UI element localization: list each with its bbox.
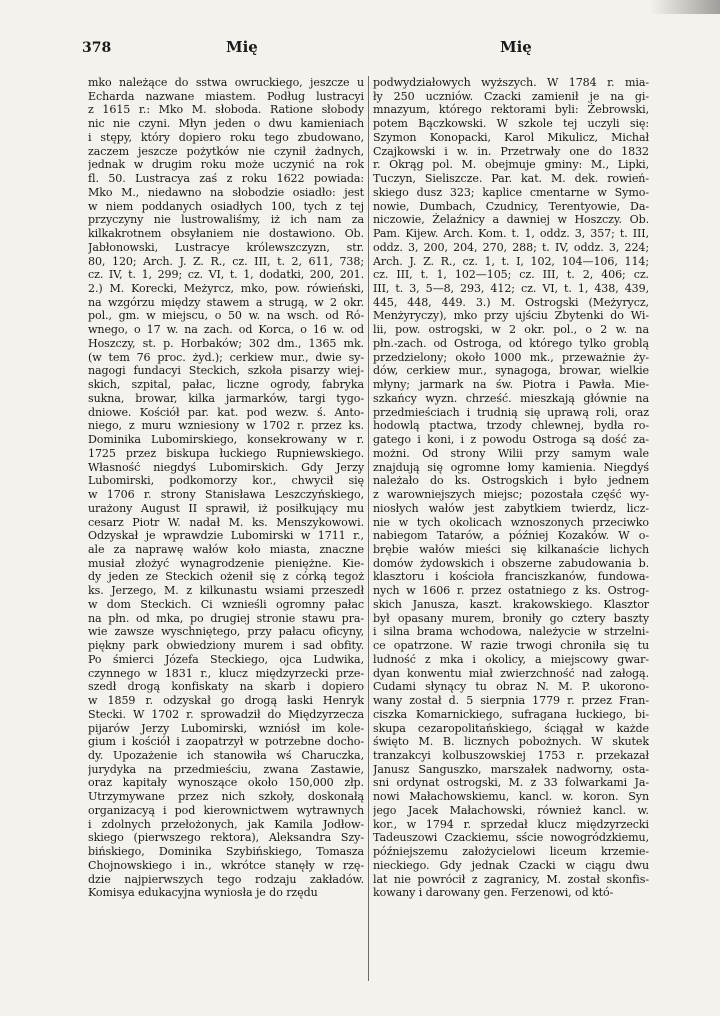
text-line: Tuczyn, Sieliszcze. Par. kat. M. dek. rowień- — [373, 172, 649, 186]
text-line: wie zawsze wyschniętego, przy pałacu oficyny, — [88, 625, 364, 639]
text-line: szkańcy wyzn. chrześć. mieszkają głównie na — [373, 391, 649, 405]
text-line: Po śmierci Józefa Steckiego, ojca Ludwika, — [88, 652, 364, 666]
page-number: 378 — [82, 40, 112, 56]
text-line: ale za naprawę wałów koło miasta, znaczne — [88, 542, 364, 556]
text-line: Utrzymywane przez nich szkoły, doskonałą — [88, 790, 364, 804]
text-line: sukna, browar, kilka jarmarków, targi tygo- — [88, 391, 364, 405]
text-line: Cudami słynący tu obraz N. M. P. ukorono- — [373, 680, 649, 694]
text-line: klasztoru i kościoła franciszkanów, fundowa- — [373, 570, 649, 584]
text-line: cz. III, t. 1, 102—105; cz. III, t. 2, 406; cz. — [373, 268, 649, 282]
text-line: kowany i darowany gen. Ferzenowi, od któ- — [373, 886, 614, 900]
text-line: urażony August II sprawił, iż posiłkujący mu — [88, 501, 364, 515]
running-head-left: Mię — [226, 38, 258, 56]
text-line: gium i kościół i zaopatrzył w potrzebne docho- — [88, 735, 364, 749]
text-line: potem Bączkowski. W szkole tej uczyli się: — [373, 117, 649, 131]
text-line: czynnego w 1831 r., klucz międzyrzecki prze- — [88, 666, 364, 680]
text-line: ce opatrzone. W razie trwogi chroniła się tu — [373, 639, 649, 653]
text-line: był opasany murem, broniły go cztery baszty — [373, 611, 649, 625]
text-line: III, t. 3, 5—8, 293, 412; cz. VI, t. 1, 438, 439, — [373, 282, 649, 296]
text-line: skich, szpital, pałac, liczne ogrody, fabryka — [88, 378, 364, 392]
text-line: domów żydowskich i obszerne zabudowania b. — [373, 556, 649, 570]
text-line: skiego (pierwszego rektora), Aleksandra Szy- — [88, 831, 364, 845]
text-line: hodowlą ptactwa, trzody chlewnej, bydła ro- — [373, 419, 649, 433]
text-line: Menżyryczy), mko przy ujściu Zbytenki do Wi- — [373, 309, 649, 323]
text-line: nic nie czyni. Młyn jeden o dwu kamieniach — [88, 117, 364, 131]
text-line: możni. Od strony Wilii przy samym wale — [373, 446, 649, 460]
text-line: Lubomirski, podkomorzy kor., chwycił się — [88, 474, 364, 488]
text-line: niosłych wałów jest zabytkiem twierdz, licz- — [373, 501, 649, 515]
text-line: przyczyny nie lustrowaliśmy, iż ich nam za — [88, 213, 364, 227]
page-header — [82, 36, 682, 62]
text-line: nowie, Dumbach, Czudnicy, Terentyowie, Da- — [373, 199, 649, 213]
text-line: tranzakcyi kolbuszowskiej 1753 r. przekazał — [373, 748, 649, 762]
text-line: organizacyą i pod kierownictwem wytrawnych — [88, 803, 364, 817]
running-head-right: Mię — [500, 38, 532, 56]
text-line: w 1706 r. strony Stanisława Leszczyńskiego, — [88, 488, 364, 502]
text-line: jego Jacek Małachowski, również kancl. w. — [373, 803, 649, 817]
text-line: oddz. 3, 200, 204, 270, 288; t. IV, oddz. 3, 224; — [373, 240, 649, 254]
text-line: cz. IV, t. 1, 299; cz. VI, t. 1, dodatki, 200, 201. — [88, 268, 364, 282]
text-line: skich Janusza, kaszt. krakowskiego. Klasztor — [373, 597, 649, 611]
text-line: Dominika Lubomirskiego, konsekrowany w r. — [88, 433, 364, 447]
text-line: piękny park obwiedziony murem i sad obfity. — [88, 639, 364, 653]
text-line: przedmieściach i trudnią się uprawą roli, oraz — [373, 405, 649, 419]
text-line: Mko M., niedawno na słobodzie osiadło: jest — [88, 185, 364, 199]
text-line: sni ordynat ostrogski, M. z 33 folwarkami Ja- — [373, 776, 649, 790]
text-line: dy jeden ze Steckich ożenił się z córką tegoż — [88, 570, 364, 584]
text-line: należało do ks. Ostrogskich i było jednem — [373, 474, 649, 488]
text-line: na wzgórzu między stawem a strugą, w 2 okr. — [88, 295, 364, 309]
text-line: młyny; jarmark na św. Piotra i Pawła. Mie- — [373, 378, 649, 392]
text-line: i silna brama wchodowa, należycie w strzelni- — [373, 625, 649, 639]
text-line: wnego, o 17 w. na zach. od Korca, o 16 w. od — [88, 323, 364, 337]
text-line: niego, z muru wzniesiony w 1702 r. przez ks. — [88, 419, 364, 433]
text-line: z 1615 r.: Mko M. słoboda. Ratione słobody — [88, 103, 364, 117]
text-line: nie w tych okolicach wznoszonych przeciwko — [373, 515, 649, 529]
column-divider — [368, 76, 369, 981]
text-line: i stępy, który dopiero roku tego zbudowano, — [88, 130, 364, 144]
text-line: i zdolnych przełożonych, jak Kamila Jodłow- — [88, 817, 364, 831]
text-line: cesarz Piotr W. nadał M. ks. Menszykowowi. — [88, 515, 364, 529]
text-line: Arch. J. Z. R., cz. 1, t. I, 102, 104—106, 114; — [373, 254, 649, 268]
text-line: niczowie, Żelaźnicy a dawniej w Hoszczy. Ob. — [373, 213, 649, 227]
text-line: dy. Upozażenie ich stanowiła wś Charuczka, — [88, 748, 364, 762]
text-line: dzie najpierwszych tego rodzaju zakładów. — [88, 872, 364, 886]
right-text-column — [373, 76, 649, 900]
text-line: kor., w 1794 r. sprzedał klucz międzyrzecki — [373, 817, 649, 831]
text-line: dów, cerkiew mur., synagoga, browar, wielkie — [373, 364, 649, 378]
text-line: brębie wałów mieści się kilkanaście lichych — [373, 542, 649, 556]
text-line: w dom Steckich. Ci wznieśli ogromny pałac — [88, 597, 364, 611]
text-line: dniowe. Kościół par. kat. pod wezw. ś. Anto- — [88, 405, 364, 419]
text-line: mnazyum, którego rektorami byli: Żebrowski, — [373, 103, 649, 117]
text-line: Czajkowski i w. in. Przetrwały one do 1832 — [373, 144, 649, 158]
text-line: mko należące do sstwa owruckiego, jeszcze u — [88, 76, 364, 89]
text-line: ludność z mka i okolicy, a miejscowy gwar- — [373, 652, 649, 666]
text-line: na płn. od mka, po drugiej stronie stawu pra- — [88, 611, 364, 625]
text-line: ciszka Komarnickiego, sufragana łuckiego, bi- — [373, 707, 649, 721]
scan-edge-shadow — [650, 0, 720, 14]
text-line: nieckiego. Gdy jednak Czacki w ciągu dwu — [373, 858, 649, 872]
text-line: 445, 448, 449. 3.) M. Ostrogski (Meżyrycz, — [373, 295, 649, 309]
text-line: dyan konwentu miał zwierzchność nad załogą. — [373, 666, 649, 680]
text-line: Odzyskał je wprawdzie Lubomirski w 1711 r., — [88, 529, 364, 543]
text-line: 80, 120; Arch. J. Z. R., cz. III, t. 2, 611, 738; — [88, 254, 364, 268]
text-line: oraz kapitały wynoszące około 150,000 złp. — [88, 776, 364, 790]
text-line: płn.-zach. od Ostroga, od którego tylko groblą — [373, 336, 649, 350]
text-line: późniejszemu założycielowi liceum krzemie- — [373, 845, 649, 859]
text-line: Jabłonowski, Lustracye królewszczyzn, str. — [88, 240, 364, 254]
text-line: Szymon Konopacki, Karol Mikulicz, Michał — [373, 130, 649, 144]
text-line: z warowniejszych miejsc; pozostała część wy- — [373, 488, 649, 502]
text-line: jednak w drugim roku może uczynić na rok — [88, 158, 364, 172]
text-line: Stecki. W 1702 r. sprowadził do Międzyrzecza — [88, 707, 364, 721]
text-line: fl. 50. Lustracya zaś z roku 1622 powiada: — [88, 172, 364, 186]
text-line: (w tem 76 proc. żyd.); cerkiew mur., dwie sy- — [88, 350, 364, 364]
text-line: szedł drogą konfiskaty na skarb i dopiero — [88, 680, 364, 694]
text-line: skupa cezaropolitańskiego, ściągał w każde — [373, 721, 649, 735]
text-line: 2.) M. Korecki, Meżyrcz, mko, pow. rówieński, — [88, 282, 364, 296]
text-line: przedzielony; około 1000 mk., przeważnie ży- — [373, 350, 649, 364]
text-line: kilkakrotnem obsyłaniem nie dostawiono. Ob. — [88, 227, 364, 241]
text-line: Echarda nazwane miastem. Podług lustracyi — [88, 89, 364, 103]
text-line: święto M. B. licznych pobożnych. W skutek — [373, 735, 649, 749]
text-line: ks. Jerzego, M. z kilkunastu wsiami przeszedł — [88, 584, 364, 598]
text-line: Własność niegdyś Lubomirskich. Gdy Jerzy — [88, 460, 364, 474]
text-line: nagogi fundacyi Steckich, szkoła pisarzy wiej- — [88, 364, 364, 378]
text-line: ły 250 uczniów. Czacki zamienił je na gi- — [373, 89, 649, 103]
text-line: Tadeuszowi Czackiemu, sście nowogródzkiemu, — [373, 831, 649, 845]
text-line: Pam. Kijew. Arch. Kom. t. 1, oddz. 3, 357; t. III, — [373, 227, 649, 241]
text-line: Chojnowskiego i in., wkrótce stanęły w rzę- — [88, 858, 364, 872]
text-line: nowi Małachowskiemu, kancl. w. koron. Syn — [373, 790, 649, 804]
text-line: 1725 przez biskupa łuckiego Rupniewskiego. — [88, 446, 364, 460]
text-line: Janusz Sanguszko, marszałek nadworny, osta- — [373, 762, 649, 776]
text-line: znajdują się ogromne łomy kamienia. Niegdyś — [373, 460, 649, 474]
text-line: pijarów Jerzy Lubomirski, wzniósł im kole- — [88, 721, 364, 735]
text-line: jurydyka na przedmieściu, zwana Zastawie, — [88, 762, 364, 776]
text-line: nabiegom Tatarów, a później Kozaków. W o- — [373, 529, 649, 543]
text-line: Hoszczy, st. p. Horbaków; 302 dm., 1365 mk. — [88, 336, 364, 350]
text-line: gatego i koni, i z powodu Ostroga są dość za- — [373, 433, 649, 447]
text-line: nych w 1606 r. przez ostatniego z ks. Ostrog- — [373, 584, 649, 598]
text-line: Komisya edukacyjna wyniosła je do rzędu — [88, 886, 318, 900]
text-line: podwydziałowych wyższych. W 1784 r. mia- — [373, 76, 649, 89]
text-line: w niem poddanych osiadłych 100, tych z tej — [88, 199, 364, 213]
text-line: pol., gm. w miejscu, o 50 w. na wsch. od Ró- — [88, 309, 364, 323]
text-line: r. Okrąg pol. M. obejmuje gminy: M., Lipki, — [373, 158, 649, 172]
text-line: wany został d. 5 sierpnia 1779 r. przez Fran- — [373, 694, 649, 708]
text-line: zaczem jeszcze pożytków nie czynił żadnych, — [88, 144, 364, 158]
text-line: w 1859 r. odzyskał go drogą łaski Henryk — [88, 694, 364, 708]
text-line: lat nie powrócił z zagranicy, M. został skonfis- — [373, 872, 649, 886]
text-line: bińskiego, Dominika Szybińskiego, Tomasza — [88, 845, 364, 859]
text-line: skiego dusz 323; kaplice cmentarne w Symo- — [373, 185, 649, 199]
text-line: lii, pow. ostrogski, w 2 okr. pol., o 2 w. na — [373, 323, 649, 337]
left-text-column — [88, 76, 364, 900]
text-line: musiał złożyć wynagrodzenie pieniężne. Kie- — [88, 556, 364, 570]
